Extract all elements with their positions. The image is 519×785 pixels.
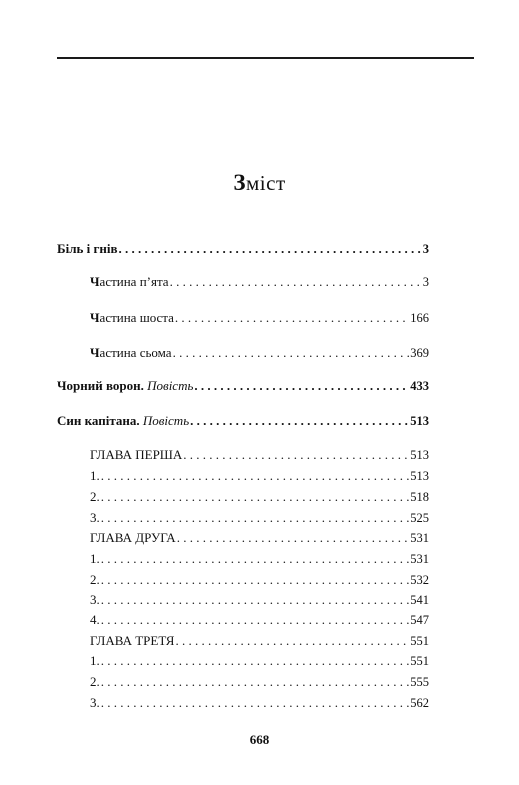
toc-entry-label: Біль і гнів (57, 241, 118, 256)
toc-entry-page: 3 (422, 275, 429, 289)
toc-entry-section[interactable] (90, 510, 429, 526)
toc-entry-page: 525 (410, 511, 429, 525)
toc-entry-section[interactable] (90, 592, 429, 608)
toc-entry-page: 531 (410, 531, 429, 545)
toc-entry-chastyna-6[interactable] (90, 310, 429, 326)
toc-entry-label: 2. (90, 572, 100, 587)
toc-entry-label: Частина п’ята (90, 274, 169, 289)
toc-entry-label: Частина шоста (90, 310, 174, 325)
toc-entry-page: 3 (422, 242, 429, 256)
toc-entry-chastyna-5[interactable] (90, 274, 429, 290)
toc-entry-label: 1. (90, 551, 100, 566)
toc-leader-dots (194, 378, 409, 393)
toc-entry-page: 513 (410, 414, 429, 428)
toc-entry-label: ГЛАВА ДРУГА (90, 530, 176, 545)
toc-entry-chastyna-7[interactable] (90, 345, 429, 361)
toc-entry-section[interactable] (90, 695, 429, 711)
toc-entry-label: 2. (90, 674, 100, 689)
toc-entry-hlava-druha[interactable] (90, 530, 429, 546)
toc-entry-section[interactable] (90, 674, 429, 690)
toc-leader-dots (183, 447, 409, 462)
toc-entry-section[interactable] (90, 612, 429, 628)
page-number: 668 (249, 732, 270, 747)
toc-entry-hlava-tretia[interactable] (90, 633, 429, 649)
page-title (0, 170, 519, 196)
title-initial: З (233, 170, 246, 195)
toc-leader-dots (173, 345, 410, 360)
toc-leader-dots (101, 468, 410, 483)
toc-leader-dots (175, 310, 409, 325)
toc-entry-label: ГЛАВА ПЕРША (90, 447, 183, 462)
toc-entry-label: 2. (90, 489, 100, 504)
toc-entry-label: 1. (90, 468, 100, 483)
toc-entry-page: 547 (410, 613, 429, 627)
toc-entry-page: 166 (410, 311, 429, 325)
toc-entry-section[interactable] (90, 653, 429, 669)
toc-entry-label: 3. (90, 695, 100, 710)
toc-entry-page: 541 (410, 593, 429, 607)
toc-leader-dots (101, 653, 410, 668)
toc-entry-page: 555 (410, 675, 429, 689)
toc-entry-label: Син капітана. Повість (57, 413, 190, 428)
toc-leader-dots (170, 274, 422, 289)
toc-entry-section[interactable] (90, 551, 429, 567)
toc-entry-syn-kapitana[interactable] (57, 413, 429, 429)
toc-entry-page: 518 (410, 490, 429, 504)
toc-entry-page: 551 (410, 654, 429, 668)
toc-entry-label: Чорний ворон. Повість (57, 378, 194, 393)
toc-entry-label: ГЛАВА ТРЕТЯ (90, 633, 175, 648)
toc-leader-dots (101, 551, 410, 566)
toc-leader-dots (101, 695, 410, 710)
toc-leader-dots (101, 592, 410, 607)
header-rule (57, 57, 474, 59)
toc-entry-hlava-persha[interactable] (90, 447, 429, 463)
toc-leader-dots (101, 572, 410, 587)
toc-entry-label: 3. (90, 510, 100, 525)
toc-leader-dots (101, 612, 410, 627)
toc-entry-chornyi-voron[interactable] (57, 378, 429, 394)
toc-leader-dots (190, 413, 409, 428)
toc-entry-page: 532 (410, 573, 429, 587)
toc-leader-dots (175, 633, 409, 648)
toc-leader-dots (101, 674, 410, 689)
toc-leader-dots (177, 530, 410, 545)
toc-entry-bil-i-hniv[interactable] (57, 241, 429, 257)
toc-entry-page: 513 (410, 448, 429, 462)
toc-leader-dots (101, 510, 410, 525)
toc-entry-label: 3. (90, 592, 100, 607)
toc-entry-page: 433 (410, 379, 429, 393)
toc-entry-section[interactable] (90, 572, 429, 588)
toc-entry-page: 513 (410, 469, 429, 483)
toc-leader-dots (119, 241, 422, 256)
toc-entry-label: 1. (90, 653, 100, 668)
toc-entry-label: 4. (90, 612, 100, 627)
toc-leader-dots (101, 489, 410, 504)
title-rest: міст (246, 171, 286, 195)
toc-entry-section[interactable] (90, 489, 429, 505)
toc-entry-page: 551 (410, 634, 429, 648)
toc-entry-section[interactable] (90, 468, 429, 484)
toc-entry-label: Частина сьома (90, 345, 172, 360)
toc-entry-page: 531 (410, 552, 429, 566)
toc-entry-page: 369 (410, 346, 429, 360)
toc-entry-page: 562 (410, 696, 429, 710)
